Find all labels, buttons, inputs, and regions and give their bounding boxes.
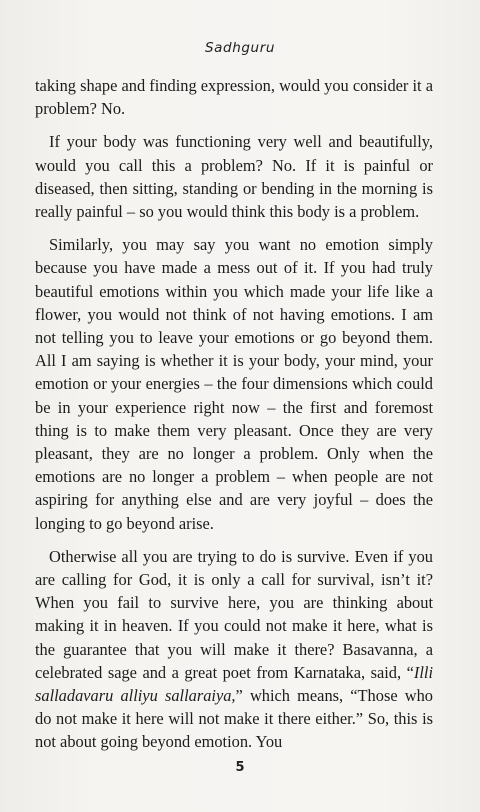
paragraph-body-problem: If your body was functioning very well and beautifully, would you call this a problem? No. If it is painful or diseased, then sitting, standing or bending in the morning is really painful – so you would think this body is a problem. bbox=[35, 132, 433, 222]
running-header: Sadhguru bbox=[205, 40, 275, 56]
paragraph-survival bbox=[35, 545, 433, 754]
body-text bbox=[35, 74, 433, 754]
paragraph-survival-text: Otherwise all you are trying to do is survive. Even if you are calling for God, it is only a call for survival, isn’t it? When you fail to survive here, you are thinking about making it in heaven. If you could not make it here, what is the guarantee that you will make it there? Basavanna, a celebrated sage and a great poet from Karnataka, said, “ bbox=[35, 546, 433, 682]
paragraph-survival-text-end: ” which means, “Those who do not make it here will not make it there either.” So, this is not about going beyond emotion. You bbox=[35, 686, 433, 752]
paragraph-emotions: Similarly, you may say you want no emotion simply because you have made a mess out of it. If you had truly beautiful emotions within you which made your life like a flower, you would not think of not having emotions. I am not telling you to leave your emotions or go beyond them. All I am saying is whether it is your body, your mind, your emotion or your energies – the four dimensions which could be in your experience right now – the first and foremost thing is to make them very pleasant. Once they are very pleasant, they are no longer a problem. Only when the emotions are no longer a problem – when people are not aspiring for anything else and are very joyful – does the longing to go beyond arise. bbox=[35, 235, 433, 533]
paragraph-continuation: taking shape and finding expression, would you consider it a problem? No. bbox=[35, 76, 433, 119]
page-number: 5 bbox=[235, 760, 245, 775]
kannada-quote: Illi salladavaru alliyu sallaraiya, bbox=[35, 662, 433, 706]
